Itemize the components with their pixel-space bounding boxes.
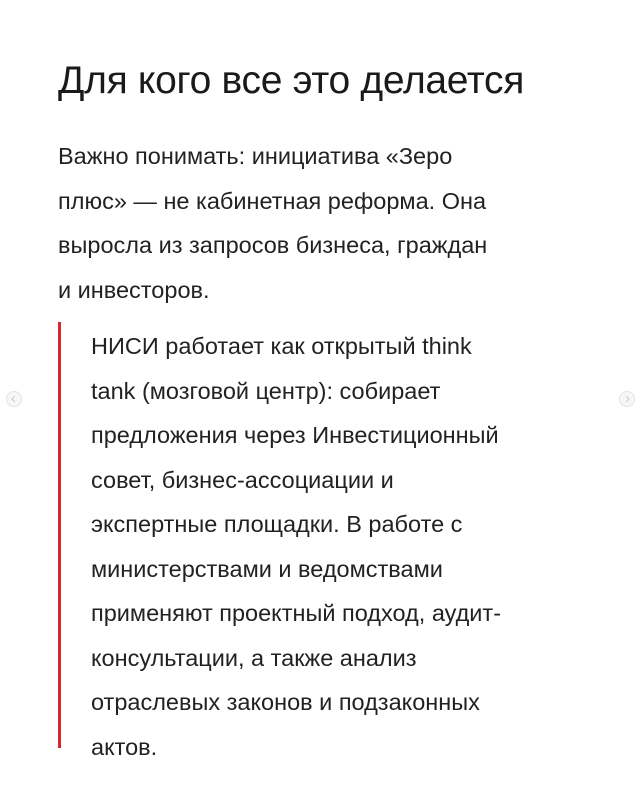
quote-line: министерствами и ведомствами [91,555,443,582]
quote-text [91,324,601,769]
quote-line: предложения через Инвестиционный [91,422,499,448]
quote-line: tank (мозговой центр): собирает [91,377,441,404]
quote-line: актов. [91,733,158,760]
chevron-left-icon [10,395,18,403]
quote-line: отраслевых законов и подзаконных [91,689,480,715]
quote-line: НИСИ работает как открытый think [91,333,472,359]
intro-line: и инвесторов. [58,276,210,303]
intro-line: плюс» — не кабинетная реформа. Она [58,187,487,214]
previous-slide-button[interactable] [6,391,22,407]
next-slide-button[interactable] [619,391,635,407]
quote-line: консультации, а также анализ [91,644,417,671]
intro-line: выросла из запросов бизнеса, граждан [58,232,488,258]
chevron-right-icon [623,395,631,403]
intro-line: Важно понимать: инициатива «Зеро [58,143,453,169]
quote-line: применяют проектный подход, аудит- [91,600,502,626]
quote-line: совет, бизнес-ассоциации и [91,466,394,493]
quote-line: экспертные площадки. В работе с [91,511,463,537]
intro-paragraph [58,134,598,312]
quote-accent-bar [58,322,61,748]
page-title: Для кого все это делается [58,59,525,102]
blockquote [58,322,598,760]
